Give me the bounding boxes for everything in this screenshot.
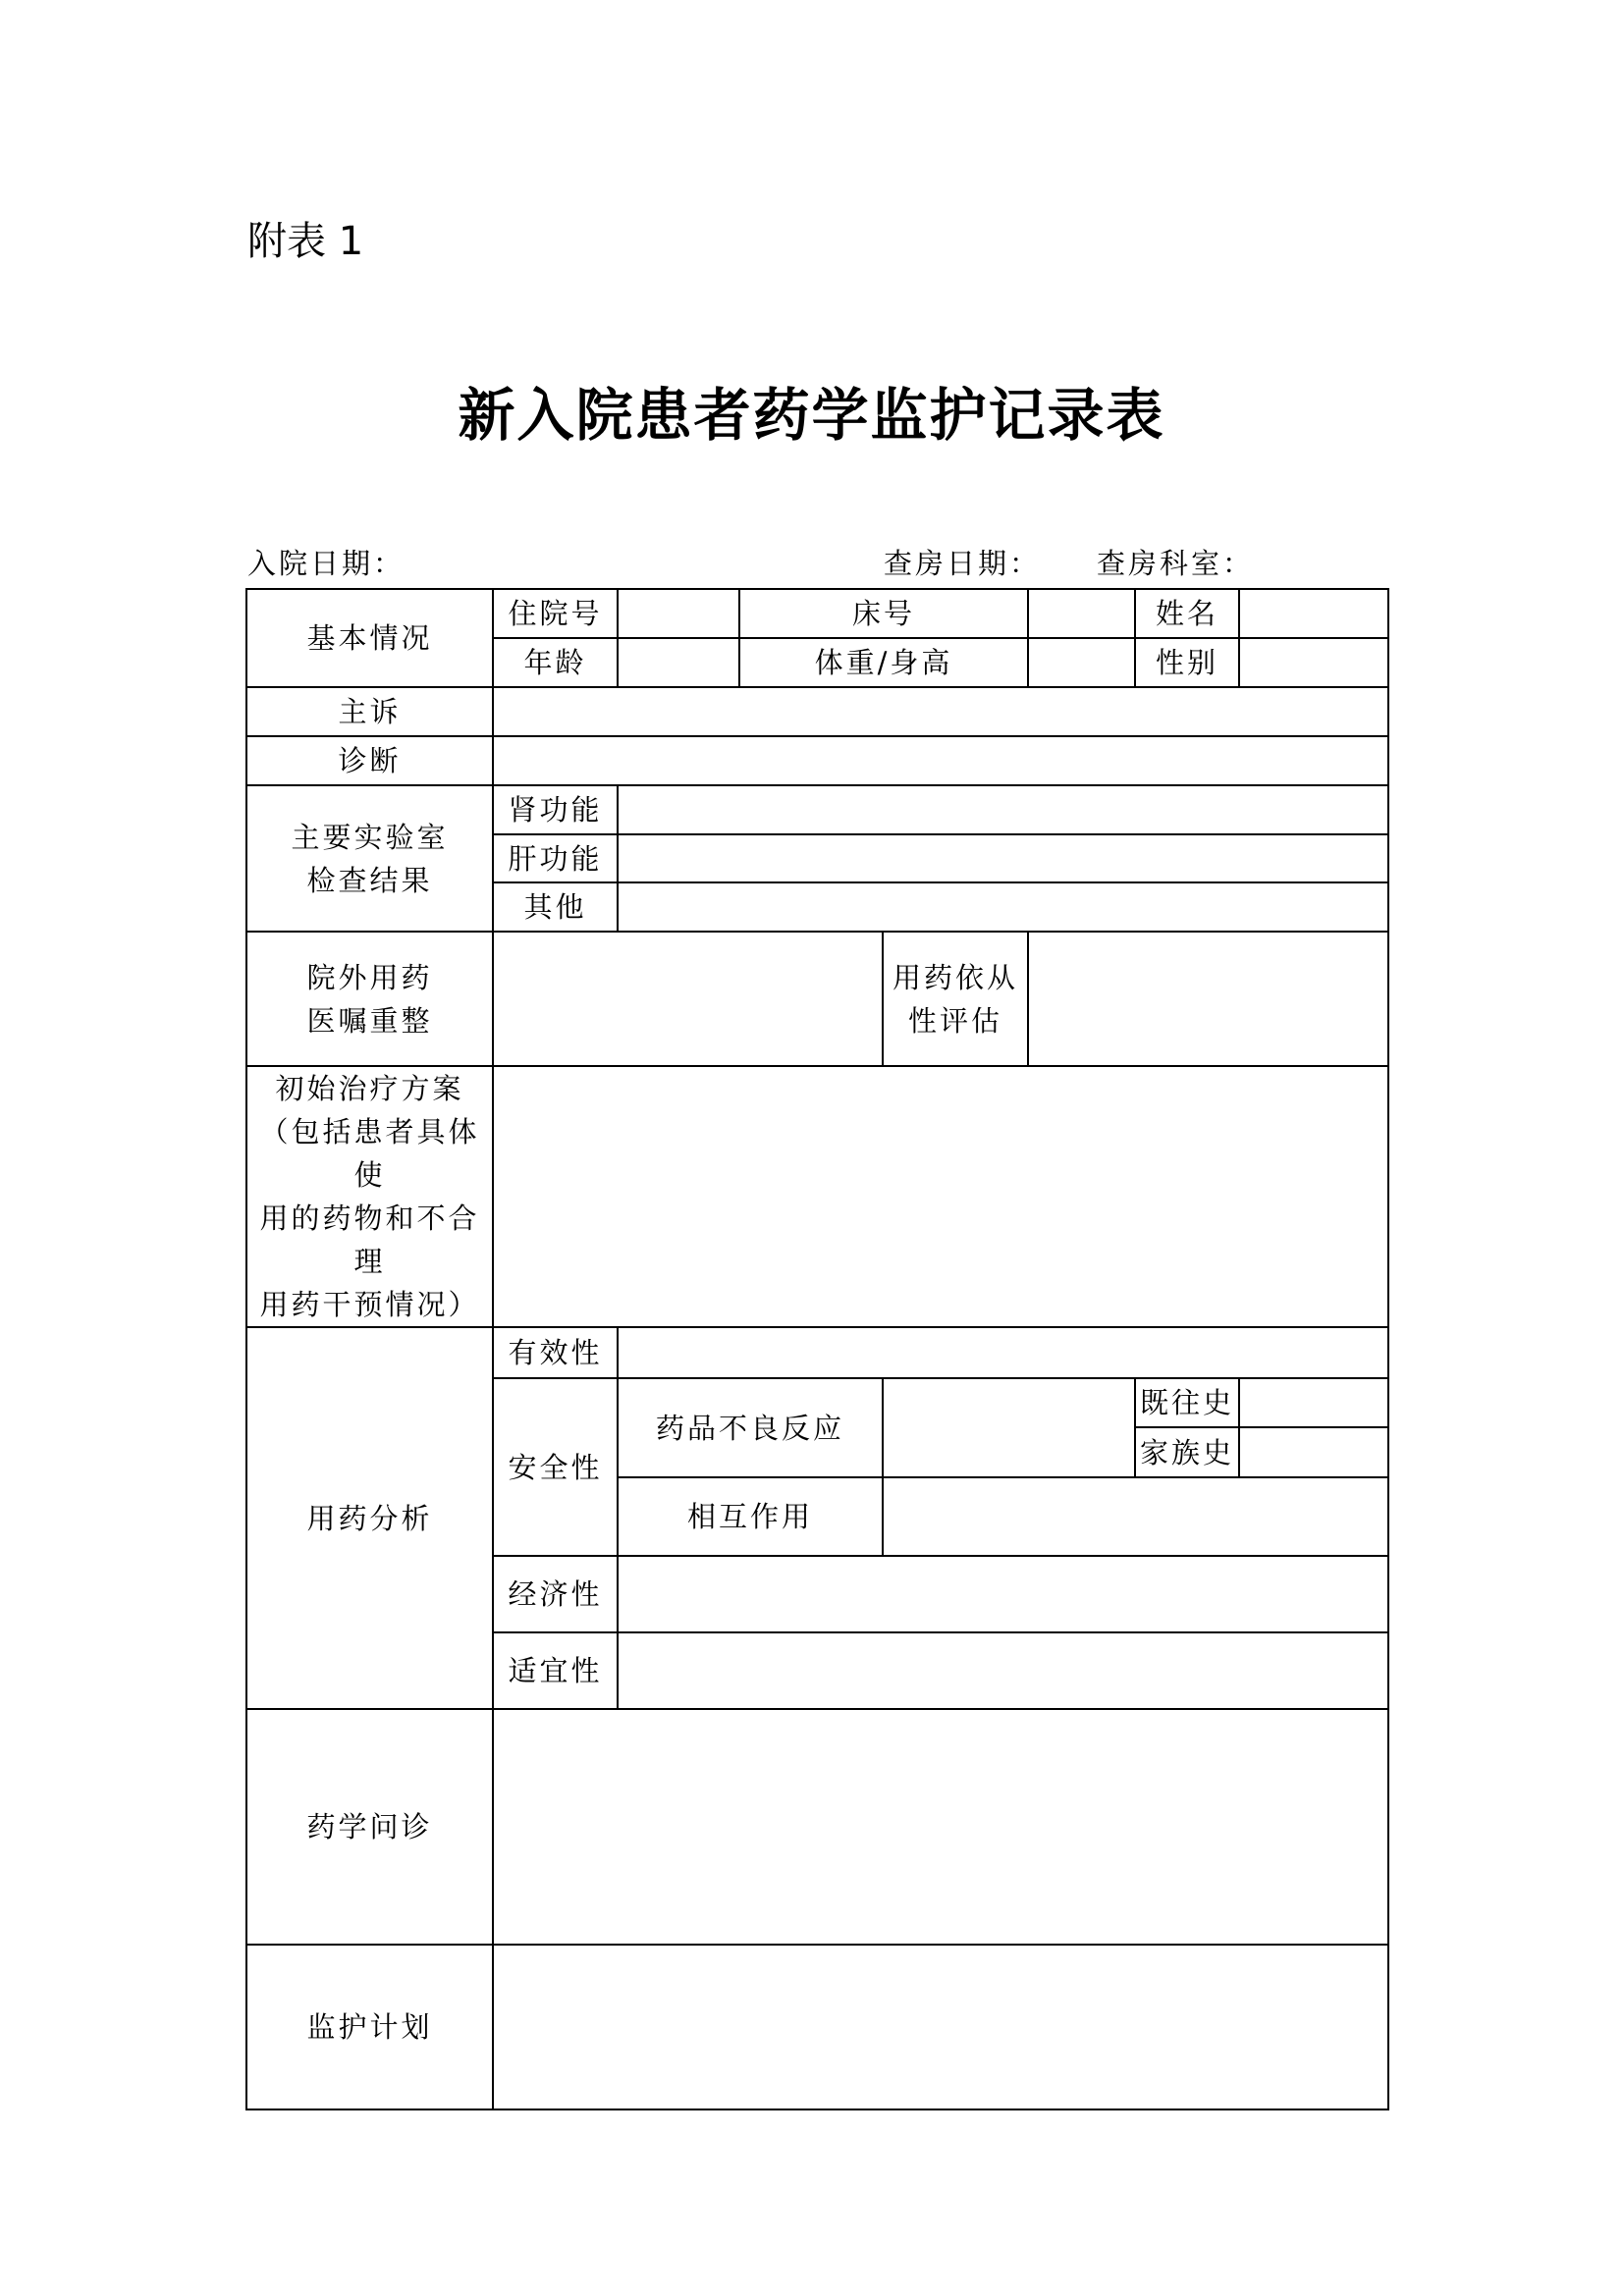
lab-results-header: [246, 785, 493, 932]
hospital-no-label: 住院号: [493, 589, 618, 638]
basic-info-row-1: [246, 589, 1388, 638]
pharmacy-consult-label: 药学问诊: [246, 1709, 493, 1945]
initial-plan-line-4: 用药干预情况）: [259, 1288, 480, 1321]
round-dept-label: 查房科室：: [1097, 547, 1255, 580]
liver-function-label: 肝功能: [493, 834, 618, 882]
chief-complaint-label: 主诉: [246, 687, 493, 736]
adverse-reaction-label: 药品不良反应: [618, 1378, 883, 1477]
appropriateness-field[interactable]: [618, 1632, 1388, 1709]
weight-height-field[interactable]: [1028, 638, 1135, 687]
outside-meds-field[interactable]: [493, 932, 883, 1066]
diagnosis-row: [246, 736, 1388, 785]
adverse-reaction-field[interactable]: [883, 1378, 1135, 1477]
initial-plan-line-3: 用的药物和不合理: [259, 1201, 480, 1278]
past-history-label: 既往史: [1135, 1378, 1239, 1427]
pharmacy-consult-row: [246, 1709, 1388, 1945]
effectiveness-row: [246, 1327, 1388, 1378]
outside-meds-row: [246, 932, 1388, 1066]
lab-results-line-1: 主要实验室: [291, 820, 449, 854]
name-label: 姓名: [1135, 589, 1239, 638]
family-history-label: 家族史: [1135, 1427, 1239, 1477]
drug-analysis-header: 用药分析: [246, 1327, 493, 1709]
interaction-label: 相互作用: [618, 1477, 883, 1556]
adherence-line-2: 性评估: [908, 1003, 1003, 1038]
initial-plan-line-2: （包括患者具体使: [259, 1115, 480, 1192]
gender-label: 性别: [1135, 638, 1239, 687]
bed-no-label: 床号: [739, 589, 1028, 638]
basic-info-header: 基本情况: [246, 589, 493, 687]
lab-row-renal: [246, 785, 1388, 834]
diagnosis-label: 诊断: [246, 736, 493, 785]
outside-meds-label: [246, 932, 493, 1066]
other-lab-label: 其他: [493, 882, 618, 932]
initial-plan-line-1: 初始治疗方案: [275, 1072, 464, 1105]
appropriateness-label: 适宜性: [493, 1632, 618, 1709]
weight-height-label: 体重/身高: [739, 638, 1028, 687]
renal-function-label: 肾功能: [493, 785, 618, 834]
other-lab-field[interactable]: [618, 882, 1388, 932]
adherence-label: [883, 932, 1028, 1066]
economy-field[interactable]: [618, 1556, 1388, 1632]
pharmacy-consult-field[interactable]: [493, 1709, 1388, 1945]
name-field[interactable]: [1239, 589, 1388, 638]
lab-results-line-2: 检查结果: [306, 863, 433, 897]
economy-label: 经济性: [493, 1556, 618, 1632]
round-date-label: 查房日期：: [884, 547, 1042, 580]
monitoring-plan-row: [246, 1945, 1388, 2109]
family-history-field[interactable]: [1239, 1427, 1388, 1477]
outside-meds-line-1: 院外用药: [306, 960, 433, 994]
gender-field[interactable]: [1239, 638, 1388, 687]
admission-date-label: 入院日期：: [247, 547, 406, 580]
age-label: 年龄: [493, 638, 618, 687]
monitoring-plan-field[interactable]: [493, 1945, 1388, 2109]
initial-plan-field[interactable]: [493, 1066, 1388, 1327]
diagnosis-field[interactable]: [493, 736, 1388, 785]
monitoring-plan-label: 监护计划: [246, 1945, 493, 2109]
initial-plan-label: [246, 1066, 493, 1327]
document-title: 新入院患者药学监护记录表: [458, 382, 1165, 449]
liver-function-field[interactable]: [618, 834, 1388, 882]
outside-meds-line-2: 医嘱重整: [306, 1003, 433, 1038]
renal-function-field[interactable]: [618, 785, 1388, 834]
hospital-no-field[interactable]: [618, 589, 739, 638]
age-field[interactable]: [618, 638, 739, 687]
safety-label: 安全性: [493, 1378, 618, 1556]
effectiveness-label: 有效性: [493, 1327, 618, 1378]
annex-label: 附表 1: [247, 219, 364, 264]
interaction-field[interactable]: [883, 1477, 1388, 1556]
monitoring-record-form: [245, 588, 1389, 2110]
chief-complaint-row: [246, 687, 1388, 736]
chief-complaint-field[interactable]: [493, 687, 1388, 736]
bed-no-field[interactable]: [1028, 589, 1135, 638]
adherence-field[interactable]: [1028, 932, 1388, 1066]
initial-plan-row: [246, 1066, 1388, 1327]
adherence-line-1: 用药依从: [893, 960, 1019, 994]
past-history-field[interactable]: [1239, 1378, 1388, 1427]
effectiveness-field[interactable]: [618, 1327, 1388, 1378]
